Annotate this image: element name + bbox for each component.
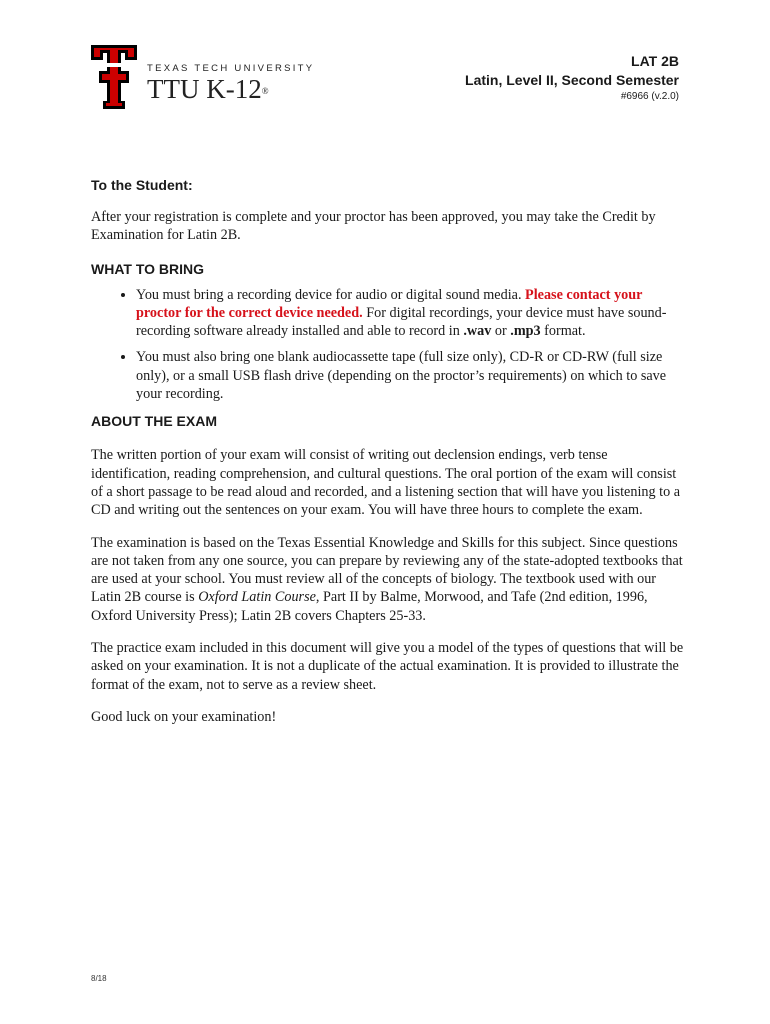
course-header <box>465 52 679 104</box>
course-number: #6966 (v.2.0) <box>620 91 679 102</box>
course-code: LAT 2B <box>631 53 679 69</box>
footer-date: 8/18 <box>91 974 107 983</box>
document-body <box>91 176 684 726</box>
university-name: TEXAS TECH UNIVERSITY <box>147 63 315 74</box>
textbook-title: Oxford Latin Course <box>198 589 316 606</box>
intro-paragraph: After your registration is complete and your proctor has been approved, you may take the Credit by Examination for Latin 2B. <box>91 209 656 244</box>
intro-heading: To the Student: <box>91 177 193 193</box>
double-t-logo-icon <box>91 45 137 109</box>
about-paragraph-3: The practice exam included in this document will give you a model of the types of questions that will be asked on your examination. It is not a duplicate of the actual examination. It is provided to illustrate the format of the exam, not to serve as a review sheet. <box>91 640 684 693</box>
registered-mark: ® <box>261 86 269 96</box>
what-to-bring-list <box>91 286 684 404</box>
about-paragraph-1: The written portion of your exam will consist of writing out declension endings, verb tense identification, reading comprehension, and cultural questions. The oral portion of the exam will consist of a short passage to be read aloud and recorded, and a listening section that will have you listening to a CD and writing out the sentences on your exam. You will have three hours to complete the exam. <box>91 447 681 519</box>
proctor-device-emphasis: Please contact your proctor for the correct device needed. <box>136 286 643 321</box>
ttu-k12-logo <box>91 45 315 109</box>
about-paragraph-2: The examination is based on the Texas Essential Knowledge and Skills for this subject. Since questions are not taken from any one source, you can prepare by reviewing any of the state-adopted textbooks that are used at your school. You must review all of the concepts of biology. The textbook used with our Latin 2B course is Oxford Latin Course, Part II by Balme, Morwood, and Tafe (2nd edition, 1996, Oxford University Press); Latin 2B covers Chapters 25-33. <box>91 534 683 624</box>
list-item: • You must bring a recording device for audio or digital sound media. Please contact your proctor for the correct device needed. For digital recordings, your device must have sound-recording software already installed and able to record in .wav or .mp3 format. <box>136 286 684 341</box>
about-exam-heading: ABOUT THE EXAM <box>91 413 217 430</box>
closing-line: Good luck on your examination! <box>91 708 277 725</box>
program-name: TTU K-12® <box>147 74 269 104</box>
list-item: • You must also bring one blank audiocassette tape (full size only), CD-R or CD-RW (full size only), or a small USB flash drive (depending on the proctor’s requirements) on which to save your recording. <box>136 348 684 403</box>
what-to-bring-heading: WHAT TO BRING <box>91 260 205 277</box>
course-title: Latin, Level II, Second Semester <box>465 72 679 88</box>
